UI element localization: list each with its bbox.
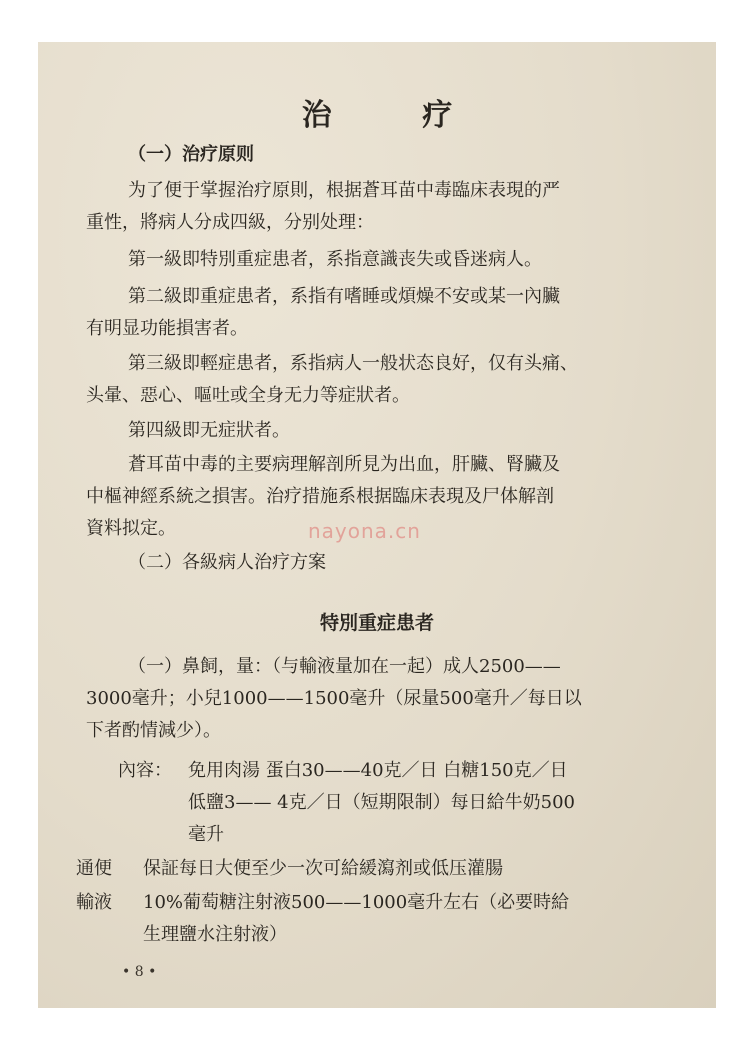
paragraph-line: 重性，將病人分成四級，分别处理：	[86, 212, 374, 233]
infusion-line: 生理鹽水注射液）	[143, 924, 287, 945]
content-line: 毫升	[188, 824, 224, 845]
level-1-text: 第一級即特別重症患者，系指意識丧失或昏迷病人。	[128, 249, 542, 270]
paragraph-line: 中樞神經系統之損害。治疗措施系根据臨床表現及尸体解剖	[86, 486, 554, 507]
level-4-text: 第四級即无症狀者。	[128, 420, 290, 441]
item-line: （一）鼻飼，量：（与輸液量加在一起）成人2500——	[128, 656, 561, 677]
document-page	[38, 42, 716, 1008]
item-line: 3000毫升；小兒1000——1500毫升（尿量500毫升／每日以	[86, 688, 582, 709]
content-line: 低鹽3—— 4克／日（短期限制）每日給牛奶500	[188, 792, 575, 813]
level-3-text: 第三級即輕症患者，系指病人一般状态良好，仅有头痛、	[128, 353, 578, 374]
paragraph-line: 为了便于掌握治疗原則，根据蒼耳苗中毒臨床表現的严	[128, 180, 560, 201]
content-line: 免用肉湯 蛋白30——40克／日 白糖150克／日	[188, 760, 568, 781]
section-heading-plans: （二）各級病人治疗方案	[128, 552, 326, 573]
subheading: 特別重症患者	[319, 612, 434, 634]
infusion-label: 輸液	[76, 892, 112, 913]
level-3-text: 头暈、惡心、嘔吐或全身无力等症狀者。	[86, 385, 410, 406]
page-title: 治 疗	[301, 98, 493, 133]
infusion-line: 10%葡萄糖注射液500——1000毫升左右（必要時給	[143, 892, 570, 913]
item-line: 下者酌情減少）。	[86, 720, 221, 741]
section-heading-principles: （一）治疗原则	[128, 144, 254, 165]
level-2-text: 第二級即重症患者，系指有嗜睡或煩燥不安或某一內臟	[128, 286, 560, 307]
paragraph-line: 蒼耳苗中毒的主要病理解剖所見为出血，肝臟、腎臟及	[128, 454, 560, 475]
level-2-text: 有明显功能損害者。	[86, 318, 248, 339]
page-number: • 8 •	[122, 964, 157, 980]
bowel-text: 保証每日大便至少一次可給緩瀉剂或低压灌腸	[143, 858, 503, 879]
content-label: 內容：	[118, 760, 172, 781]
watermark: nayona.cn	[308, 519, 421, 543]
paragraph-line: 資料拟定。	[86, 518, 176, 539]
bowel-label: 通便	[76, 858, 112, 879]
